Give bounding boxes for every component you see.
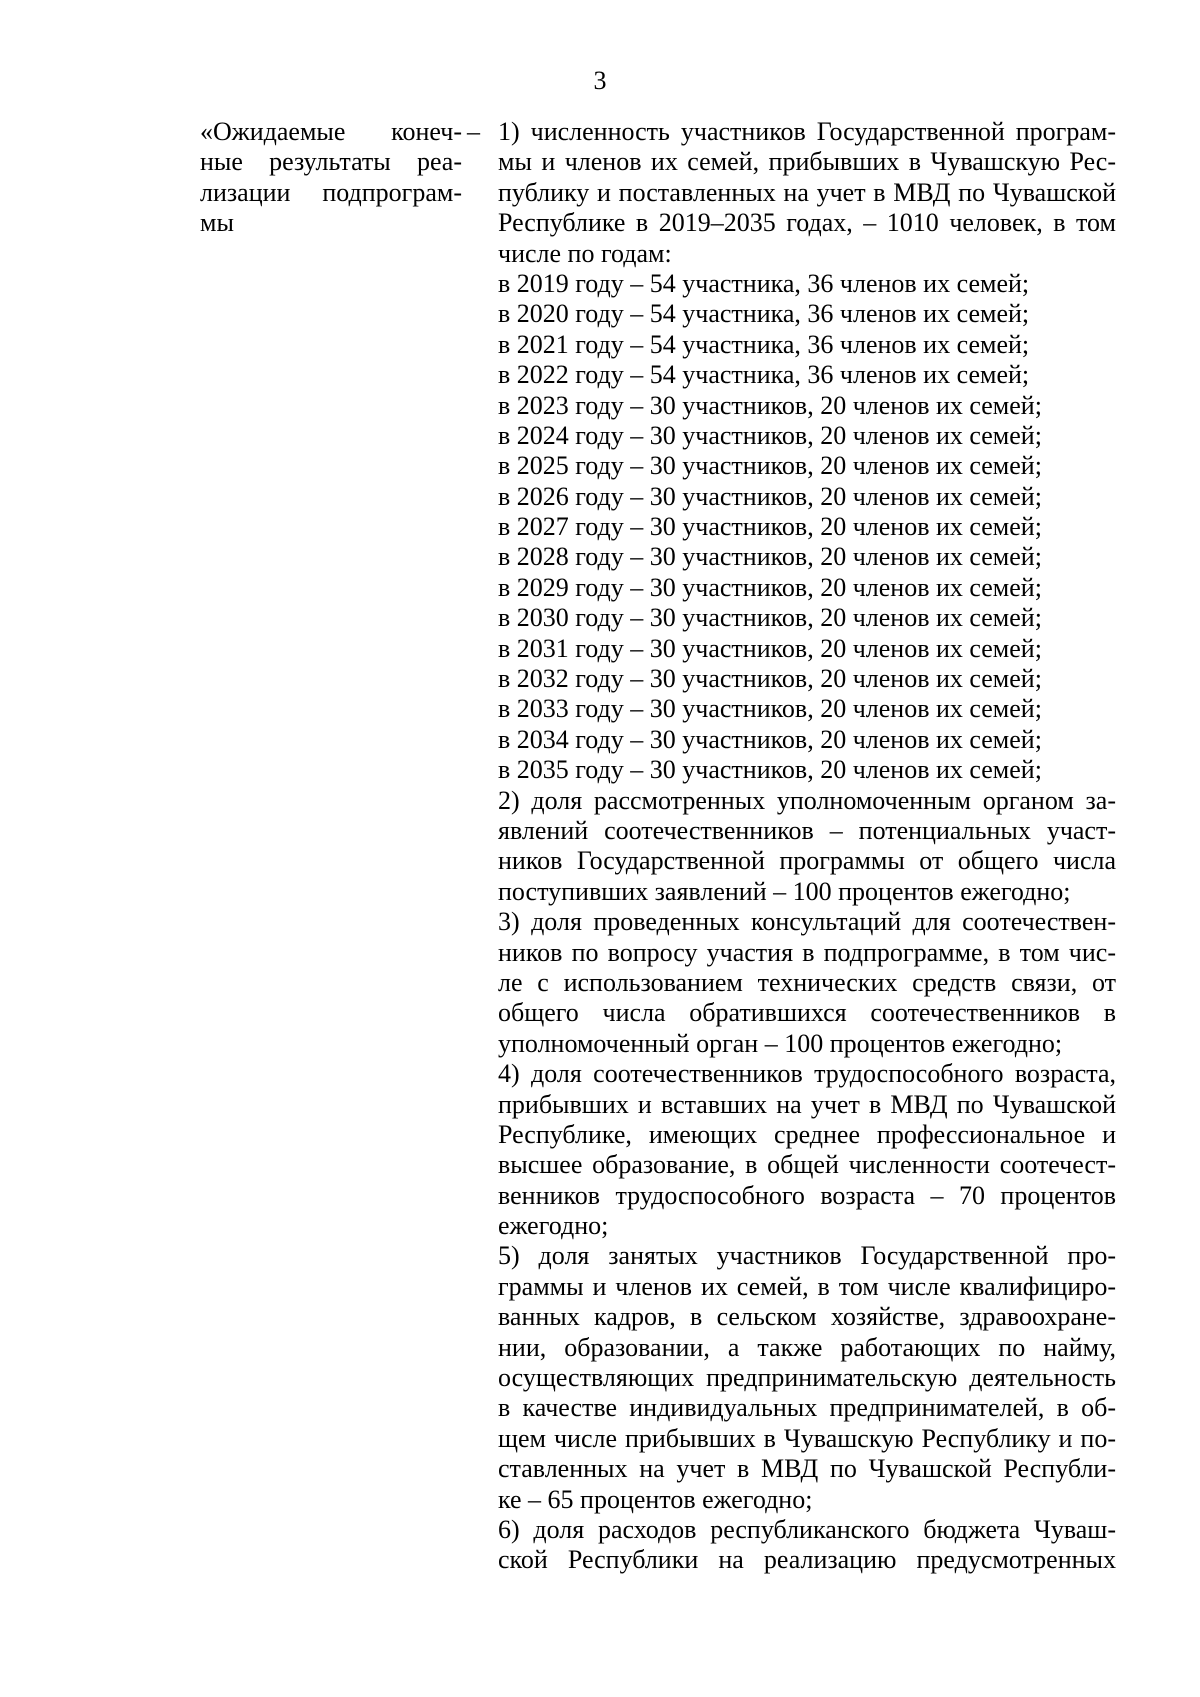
value-line: в 2022 году – 54 участника, 36 членов их семей;	[498, 360, 1030, 390]
parameter-title	[200, 117, 462, 239]
value-line: числе по годам:	[498, 238, 672, 268]
value-line: нии, образовании, а также работающих по найму,	[498, 1332, 1116, 1362]
value-line: ставленных на учет в МВД по Чувашской Республи-	[498, 1454, 1116, 1484]
value-line: Республике, имеющих среднее профессиональное и	[498, 1119, 1116, 1149]
value-line: уполномоченный орган – 100 процентов ежегодно;	[498, 1028, 1063, 1058]
value-line: высшее образование, в общей численности соотечест-	[498, 1150, 1116, 1180]
value-line: 5) доля занятых участников Государственной про-	[498, 1241, 1116, 1271]
value-line: в 2020 году – 54 участника, 36 членов их семей;	[498, 299, 1030, 329]
parameter-title-line: мы	[200, 208, 234, 238]
value-line: 6) доля расходов республиканского бюджета Чуваш-	[498, 1514, 1116, 1544]
value-line: в 2031 году – 30 участников, 20 членов их семей;	[498, 633, 1042, 663]
value-line: в 2023 году – 30 участников, 20 членов их семей;	[498, 390, 1042, 420]
value-line: в 2024 году – 30 участников, 20 членов их семей;	[498, 420, 1042, 450]
value-line: осуществляющих предпринимательскую деятельность	[498, 1363, 1116, 1393]
value-line: граммы и членов их семей, в том числе квалифициро-	[498, 1271, 1116, 1301]
value-line: ке – 65 процентов ежегодно;	[498, 1484, 813, 1514]
value-line: в 2027 году – 30 участников, 20 членов их семей;	[498, 512, 1042, 542]
value-line: публику и поставленных на учет в МВД по Чувашской	[498, 177, 1116, 207]
value-line: ванных кадров, в сельском хозяйстве, здравоохране-	[498, 1302, 1116, 1332]
value-line: ской Республики на реализацию предусмотренных	[498, 1545, 1116, 1575]
value-line: поступивших заявлений – 100 процентов ежегодно;	[498, 876, 1071, 906]
value-line: в 2032 году – 30 участников, 20 членов их семей;	[498, 664, 1042, 694]
parameter-value	[498, 117, 1116, 1576]
value-line: в 2025 году – 30 участников, 20 членов их семей;	[498, 451, 1042, 481]
value-line: 1) численность участников Государственной програм-	[498, 117, 1116, 146]
value-line: 4) доля соотечественников трудоспособного возраста,	[498, 1059, 1116, 1089]
value-line: в 2021 году – 54 участника, 36 членов их семей;	[498, 329, 1030, 359]
value-line: явлений соотечественников – потенциальных участ-	[498, 815, 1116, 845]
separator-dash: –	[467, 117, 480, 146]
value-line: 3) доля проведенных консультаций для соотечествен-	[498, 907, 1116, 937]
value-line: ле с использованием технических средств связи, от	[498, 967, 1116, 997]
parameter-title-line: лизации подпрограм-	[200, 177, 462, 207]
value-line: Республике в 2019–2035 годах, – 1010 человек, в том	[498, 208, 1116, 238]
value-line: общего числа обратившихся соотечественников в	[498, 998, 1116, 1028]
value-line: мы и членов их семей, прибывших в Чувашскую Рес-	[498, 147, 1116, 177]
value-line: прибывших и вставших на учет в МВД по Чувашской	[498, 1089, 1116, 1119]
value-line: в 2034 году – 30 участников, 20 членов их семей;	[498, 724, 1042, 754]
value-line: в 2035 году – 30 участников, 20 членов их семей;	[498, 755, 1042, 785]
page-number: 3	[593, 66, 607, 95]
value-line: ников Государственной программы от общего числа	[498, 846, 1116, 876]
value-line: ежегодно;	[498, 1211, 609, 1241]
value-line: в 2026 году – 30 участников, 20 членов их семей;	[498, 481, 1042, 511]
value-line: щем числе прибывших в Чувашскую Республику и по-	[498, 1423, 1116, 1453]
value-line: в 2030 году – 30 участников, 20 членов их семей;	[498, 603, 1042, 633]
value-line: ников по вопросу участия в подпрограмме, в том чис-	[498, 937, 1116, 967]
parameter-title-line: «Ожидаемые конеч-	[200, 117, 462, 146]
value-line: в качестве индивидуальных предпринимателей, в об-	[498, 1393, 1116, 1423]
value-line: венников трудоспособного возраста – 70 процентов	[498, 1180, 1116, 1210]
value-line: в 2028 году – 30 участников, 20 членов их семей;	[498, 542, 1042, 572]
value-line: 2) доля рассмотренных уполномоченным органом за-	[498, 785, 1116, 815]
parameter-title-line: ные результаты реа-	[200, 147, 462, 177]
value-line: в 2033 году – 30 участников, 20 членов их семей;	[498, 694, 1042, 724]
value-line: в 2019 году – 54 участника, 36 членов их семей;	[498, 268, 1030, 298]
value-line: в 2029 году – 30 участников, 20 членов их семей;	[498, 572, 1042, 602]
